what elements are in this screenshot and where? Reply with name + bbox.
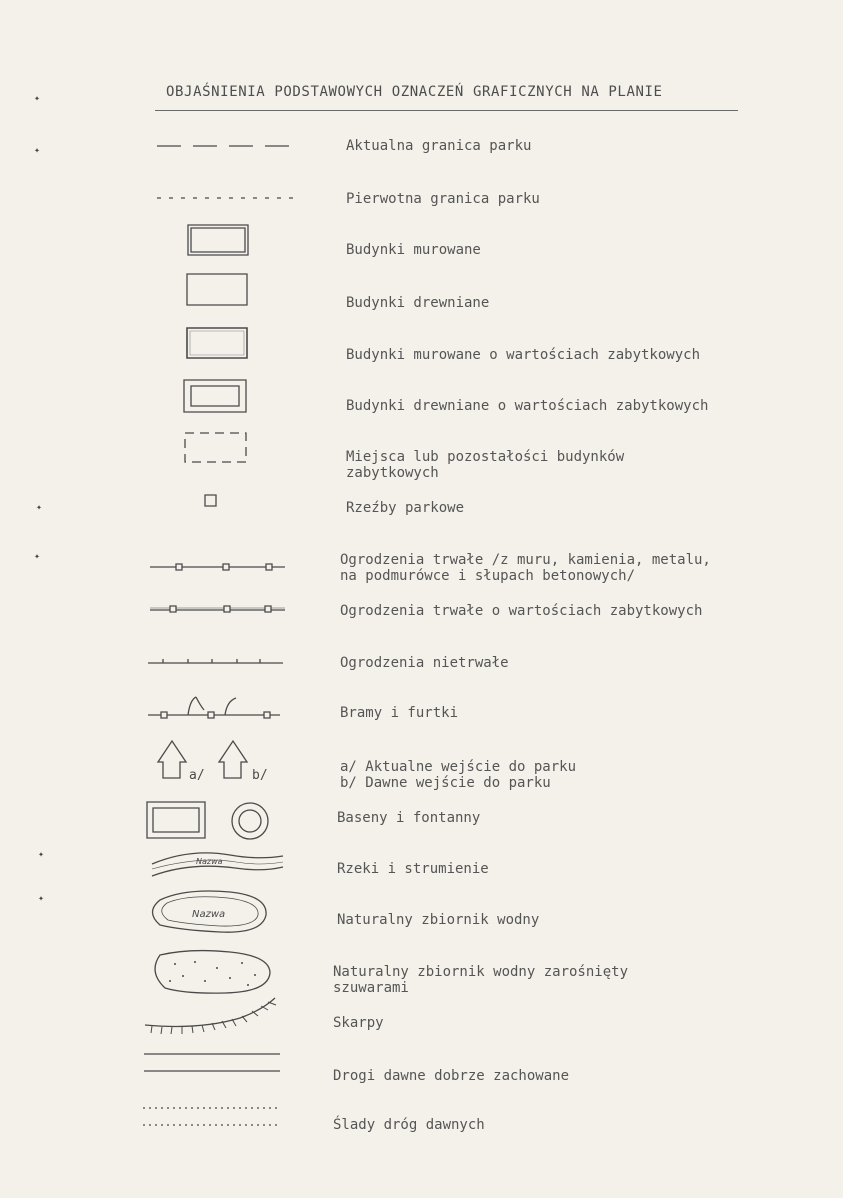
double-line-symbol	[144, 1054, 280, 1071]
legend-label: na podmurówce i słupach betonowych/	[340, 568, 636, 584]
legend-label: Ogrodzenia nietrwałe	[340, 655, 509, 671]
legend-label: Ogrodzenia trwałe /z muru, kamienia, metalu,	[340, 552, 711, 568]
margin-mark: ✦	[38, 893, 45, 904]
margin-mark: ✦	[36, 502, 43, 513]
legend-label: b/ Dawne wejście do parku	[340, 775, 551, 791]
legend-label: a/ Aktualne wejście do parku	[340, 759, 577, 775]
entrance-label-b: b/	[252, 768, 268, 783]
margin-mark: ✦	[34, 145, 41, 156]
legend-label: Naturalny zbiornik wodny zarośnięty	[333, 964, 629, 980]
margin-mark: ✦	[34, 551, 41, 562]
page-title: OBJAŚNIENIA PODSTAWOWYCH OZNACZEŃ GRAFICZNYCH NA PLANIE	[166, 84, 663, 100]
legend-label: Miejsca lub pozostałości budynków	[346, 449, 625, 465]
legend-label: Ślady dróg dawnych	[333, 1117, 485, 1133]
legend-label: Budynki drewniane	[346, 295, 490, 311]
legend-label: Budynki murowane o wartościach zabytkowych	[346, 347, 701, 363]
legend-label: Pierwotna granica parku	[346, 191, 540, 207]
small-square-symbol	[205, 495, 216, 506]
legend-label: Bramy i furtki	[340, 705, 459, 721]
legend-label: Rzeki i strumienie	[337, 861, 489, 877]
escarpment-symbol	[145, 998, 276, 1034]
legend-label: zabytkowych	[346, 465, 439, 481]
pond-reeds-symbol	[155, 951, 270, 994]
entrance-label-a: a/	[189, 768, 205, 783]
rectangle-inner-rectangle-symbol	[184, 380, 246, 412]
legend-label: Ogrodzenia trwałe o wartościach zabytkowych	[340, 603, 703, 619]
margin-mark: ✦	[38, 849, 45, 860]
legend-label: Aktualna granica parku	[346, 138, 532, 154]
rectangle-symbol	[187, 274, 247, 305]
fence-with-posts-historic-symbol	[150, 606, 285, 612]
legend-label: Budynki drewniane o wartościach zabytkowych	[346, 398, 709, 414]
legend-label: Rzeźby parkowe	[346, 500, 465, 516]
double-dotted-line-symbol	[143, 1108, 280, 1125]
rectangle-double-border-symbol	[188, 225, 248, 255]
dashed-rectangle-symbol	[185, 433, 246, 462]
legend-label: Drogi dawne dobrze zachowane	[333, 1068, 570, 1084]
legend-label: Budynki murowane	[346, 242, 481, 258]
river-name-label: Nazwa	[196, 857, 223, 866]
fence-with-posts-symbol	[150, 564, 285, 570]
rectangle-shaded-symbol	[187, 328, 247, 358]
legend-label: Skarpy	[333, 1015, 384, 1031]
pond-name-label: Nazwa	[192, 909, 226, 920]
legend-label: szuwarami	[333, 980, 409, 996]
margin-mark: ✦	[34, 93, 41, 104]
legend-label: Baseny i fontanny	[337, 810, 481, 826]
fence-ticks-symbol	[148, 659, 283, 663]
legend-label: Naturalny zbiornik wodny	[337, 912, 540, 928]
gate-symbol	[148, 697, 280, 718]
pool-and-fountain-symbol	[147, 802, 268, 839]
